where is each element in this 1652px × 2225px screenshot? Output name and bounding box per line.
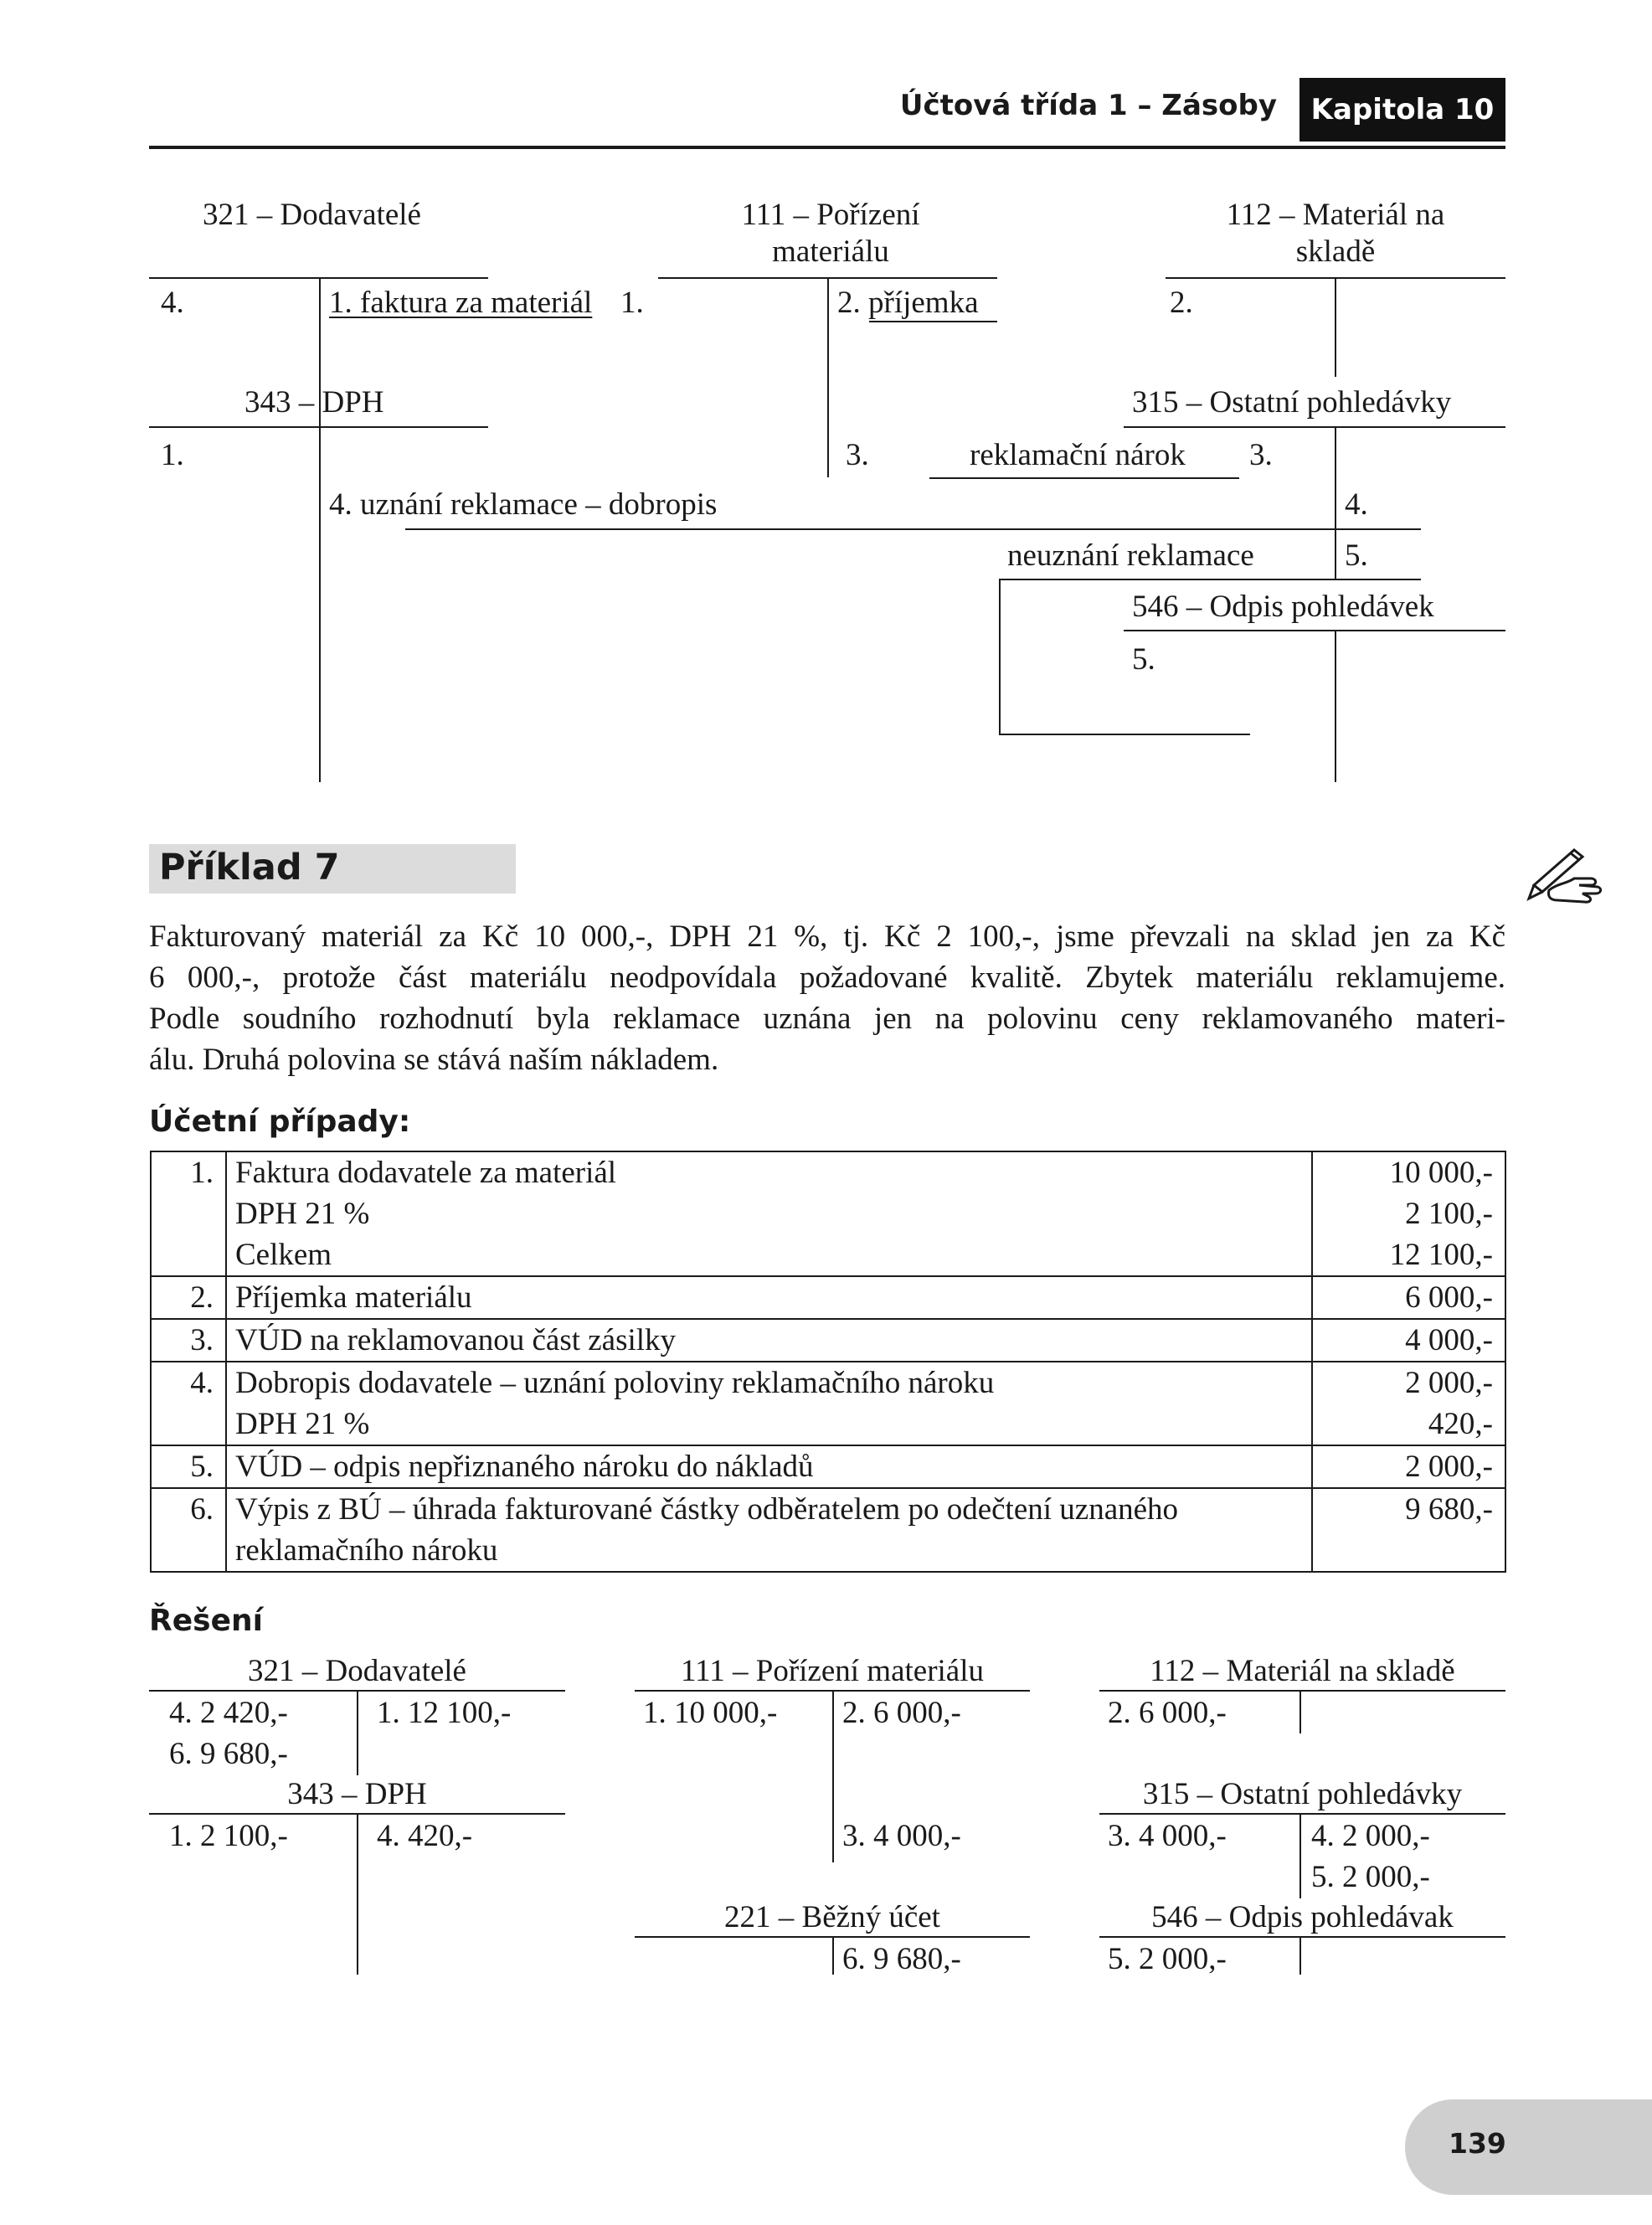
case-line: Výpis z BÚ – úhrada fakturované částky odběratelem po odečtení uznaného [235,1492,1179,1527]
case-amount [1312,1362,1505,1445]
table-row [151,1362,1505,1445]
entry-4-md-321: 4. [161,286,184,320]
case-description [226,1445,1312,1488]
sol-title-315: 315 – Ostatní pohledávky [1142,1777,1463,1811]
sol-111-md1: 1. 10 000,- [643,1696,778,1730]
sol-title-546: 546 – Odpis pohledávak [1151,1900,1454,1934]
case-description [226,1488,1312,1572]
case-description [226,1362,1312,1445]
sol-split-111 [832,1690,834,1862]
sol-321-md2: 6. 9 680,- [169,1737,288,1771]
account-title-111-line2: materiálu [772,234,889,270]
case-amount-line: 6 000,- [1405,1280,1493,1315]
table-row [151,1488,1505,1572]
table-row [151,1319,1505,1362]
account-title-315: 315 – Ostatní pohledávky [1132,385,1452,420]
account-title-321: 321 – Dodavatelé [203,198,421,232]
example-text-line-2: 6 000,-, protože část materiálu neodpovídala požadované kvalitě. Zbytek materiálu reklamujeme. [149,961,1505,995]
example-text-line-4: álu. Druhá polovina se stává naším nákladem. [149,1043,719,1077]
sol-line-315 [1099,1813,1505,1815]
case-amount [1312,1319,1505,1362]
account-title-112-line1: 112 – Materiál na [1226,198,1445,232]
writing-hand-icon [1524,842,1603,904]
case-amount-line: 4 000,- [1405,1323,1493,1357]
sol-315-d1: 4. 2 000,- [1311,1819,1430,1853]
header-rule [149,146,1505,149]
case-number: 6. [151,1488,226,1572]
entry-2-md-112: 2. [1170,286,1193,320]
case-number: 5. [151,1445,226,1488]
example-text-line-3: Podle soudního rozhodnutí byla reklamace uznána jen na polovinu ceny reklamovaného materi- [149,1002,1505,1036]
case-description [226,1151,1312,1276]
sol-line-546 [1099,1936,1505,1938]
account-title-111-line1: 111 – Pořízení [741,198,920,232]
case-amount [1312,1151,1505,1276]
case-number: 2. [151,1276,226,1319]
sol-315-md1: 3. 4 000,- [1108,1819,1227,1853]
sol-321-d1: 1. 12 100,- [377,1696,512,1730]
example-title: Příklad 7 [159,847,340,888]
case-line: Příjemka materiálu [235,1280,472,1315]
t-split-112 [1335,277,1336,377]
t-split-321 [319,277,321,782]
t-line-546 [1124,630,1505,631]
entry-uznani-reklamace: 4. uznání reklamace – dobropis [329,487,718,522]
entry-3-d-111: 3. [846,438,869,472]
case-amount-line: 2 000,- [1405,1366,1493,1400]
sol-split-112 [1299,1690,1301,1733]
sol-321-md1: 4. 2 420,- [169,1696,288,1730]
sol-split-221 [832,1936,834,1975]
account-title-343: 343 – DPH [244,385,384,420]
chapter-badge: Kapitola 10 [1299,78,1505,142]
case-amount [1312,1276,1505,1319]
sol-343-d1: 4. 420,- [377,1819,473,1853]
case-amount-line: 2 000,- [1405,1450,1493,1484]
page-number-tab [1405,2099,1652,2195]
sol-title-343: 343 – DPH [287,1777,427,1811]
account-title-111 [658,197,1003,271]
case-line: Faktura dodavatele za materiál [235,1156,617,1190]
case-amount-line: 10 000,- [1389,1156,1493,1190]
example-text-line-1: Fakturovaný materiál za Kč 10 000,-, DPH 21 %, tj. Kč 2 100,-, jsme převzali na sklad jen za Kč [149,919,1505,954]
solution-heading: Řešení [149,1604,263,1638]
account-title-112 [1166,197,1505,271]
case-description [226,1319,1312,1362]
case-amount-line: 2 100,- [1405,1197,1493,1231]
case-line: reklamačního nároku [235,1533,498,1568]
running-header-section: Účtová třída 1 – Zásoby [899,89,1277,122]
sol-title-112: 112 – Materiál na skladě [1150,1654,1455,1688]
case-amount-line: 420,- [1428,1407,1493,1441]
case-number: 3. [151,1319,226,1362]
case-number: 4. [151,1362,226,1445]
sol-split-546 [1299,1936,1301,1975]
case-amount-line: 12 100,- [1389,1238,1493,1272]
page-number: 139 [1449,2127,1506,2160]
sol-111-d1: 2. 6 000,- [842,1696,961,1730]
entry-neuznani-reklamace: neuznání reklamace [1007,538,1254,573]
table-row [151,1276,1505,1319]
entry-1-md-111: 1. [620,286,644,320]
sol-title-111: 111 – Pořízení materiálu [680,1654,984,1688]
sol-title-321: 321 – Dodavatelé [248,1654,466,1688]
sol-split-343 [357,1813,358,1975]
t-split-111 [827,277,829,477]
t-split-546 [1335,630,1336,782]
entry-5-md-546: 5. [1132,642,1155,677]
sol-112-md1: 2. 6 000,- [1108,1696,1227,1730]
sol-343-md1: 1. 2 100,- [169,1819,288,1853]
sol-111-d2: 3. 4 000,- [842,1819,961,1853]
sol-546-md1: 5. 2 000,- [1108,1942,1227,1976]
case-number: 1. [151,1151,226,1276]
case-line: DPH 21 % [235,1407,370,1441]
case-amount [1312,1488,1505,1572]
neuznani-line-bottom [999,734,1250,735]
neuznani-line-top [999,579,1421,580]
cases-table [150,1151,1506,1573]
case-line: Celkem [235,1238,332,1272]
entry-3-md-315: 3. [1249,438,1273,472]
case-line: Dobropis dodavatele – uznání poloviny reklamačního nároku [235,1366,995,1400]
account-title-112-line2: skladě [1295,234,1376,270]
case-description [226,1276,1312,1319]
prijemka-underline [869,321,997,322]
table-row [151,1445,1505,1488]
t-line-343 [149,426,488,428]
reklamacni-arrow-line [929,477,1239,479]
entry-reklamacni-narok: reklamační nárok [970,438,1186,472]
uznani-arrow-line [405,528,1421,530]
sol-315-d2: 5. 2 000,- [1311,1860,1430,1894]
account-title-546: 546 – Odpis pohledávek [1132,590,1434,624]
table-row [151,1151,1505,1276]
case-line: DPH 21 % [235,1197,370,1231]
t-line-315 [1124,426,1505,428]
cases-heading: Účetní případy: [149,1105,411,1139]
entry-5-d-315: 5. [1345,538,1368,573]
sol-title-221: 221 – Běžný účet [724,1900,940,1934]
sol-line-112 [1099,1690,1505,1692]
entry-faktura: 1. faktura za materiál [329,286,593,320]
entry-1-md-343: 1. [161,438,184,472]
entry-prijemka: 2. příjemka [837,286,979,320]
case-line: VÚD – odpis nepřiznaného nároku do nákladů [235,1450,814,1484]
neuznani-line-down [999,579,1001,734]
sol-split-321 [357,1690,358,1775]
entry-4-d-315: 4. [1345,487,1368,522]
sol-221-d1: 6. 9 680,- [842,1942,961,1976]
sol-split-315 [1299,1813,1301,1898]
case-line: VÚD na reklamovanou část zásilky [235,1323,677,1357]
t-split-315 [1335,426,1336,579]
case-amount [1312,1445,1505,1488]
case-amount-line: 9 680,- [1405,1492,1493,1527]
